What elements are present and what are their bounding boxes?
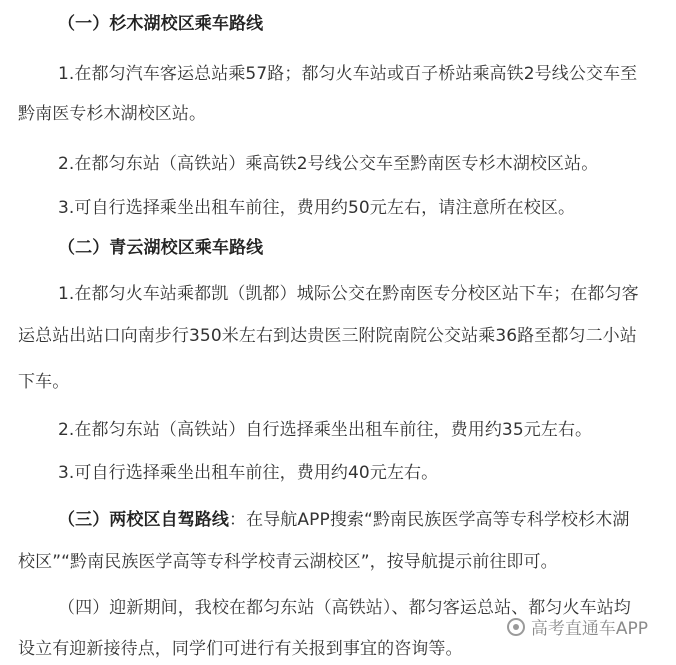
section-2-heading: （二）青云湖校区乘车路线 — [58, 238, 264, 258]
section-1-item-2: 2.在都匀东站（高铁站）乘高铁2号线公交车至黔南医专杉木湖校区站。 — [58, 154, 599, 174]
section-2-item-3: 3.可自行选择乘坐出租车前往，费用约40元左右。 — [58, 463, 439, 483]
section-2-item-2: 2.在都匀东站（高铁站）自行选择乘坐出租车前往，费用约35元左右。 — [58, 420, 593, 440]
watermark-text: 高考直通车APP — [530, 619, 648, 639]
welcome-line-2: 设立有迎新接待点，同学们可进行有关报到事宜的咨询等。 — [18, 639, 463, 659]
welcome-line-1: （四）迎新期间，我校在都匀东站（高铁站）、都匀客运总站、都匀火车站均 — [58, 598, 631, 618]
section-1-heading: （一）杉木湖校区乘车路线 — [58, 14, 264, 34]
self-drive-line-1 — [58, 508, 629, 532]
watermark — [507, 614, 648, 639]
section-1-item-1-line-1: 1.在都匀汽车客运总站乘57路；都匀火车站或百子桥站乘高铁2号线公交车至 — [58, 64, 638, 84]
section-1-item-3: 3.可自行选择乘坐出租车前往，费用约50元左右，请注意所在校区。 — [58, 198, 576, 218]
section-2-item-1-line-3: 下车。 — [18, 372, 70, 392]
section-2-item-1-line-2: 运总站出站口向南步行350米左右到达贵医三附院南院公交站乘36路至都匀二小站 — [18, 326, 637, 346]
section-1-item-1-line-2: 黔南医专杉木湖校区站。 — [18, 104, 207, 124]
section-2-item-1-line-1: 1.在都匀火车站乘都凯（凯都）城际公交在黔南医专分校区站下车；在都匀客 — [58, 284, 639, 304]
self-drive-line-2: 校区”“黔南民族医学高等专科学校青云湖校区”，按导航提示前往即可。 — [18, 552, 558, 572]
self-drive-label: （三）两校区自驾路线 — [58, 510, 229, 530]
gaokao-logo-icon — [507, 618, 525, 636]
self-drive-text-first: ：在导航APP搜索“黔南民族医学高等专科学校杉木湖 — [229, 510, 630, 530]
